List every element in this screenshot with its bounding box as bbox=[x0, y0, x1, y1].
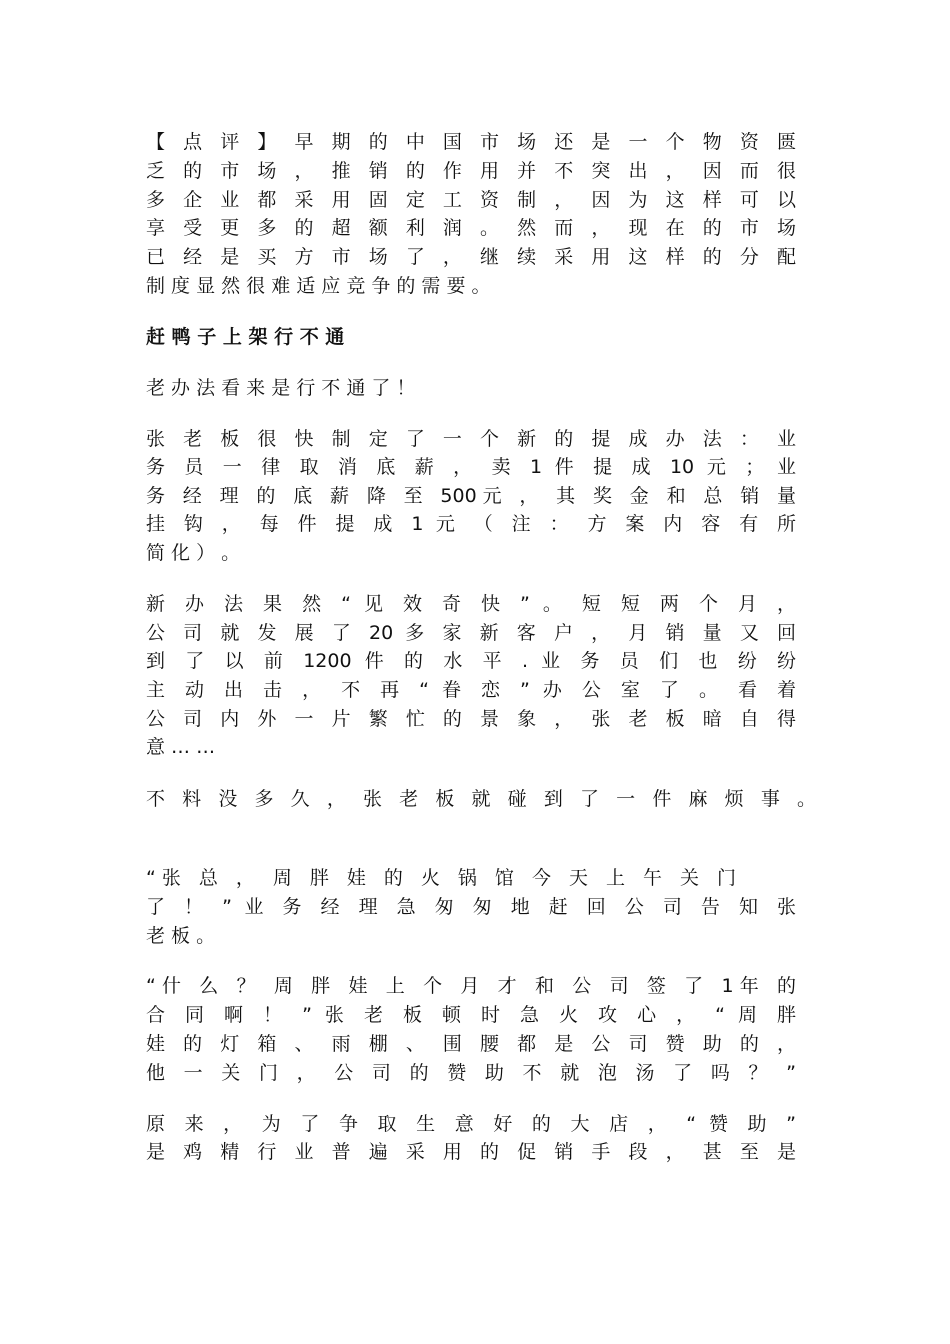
section-heading: 赶 鸭 子 上 架 行 不 通 bbox=[146, 326, 345, 348]
paragraph-3-line-2: 公 司 就 发 展 了 20 多 家 新 客 户 ， 月 销 量 又 回 bbox=[146, 622, 796, 644]
review-line-5: 已 经 是 买 方 市 场 了 ， 继 续 采 用 这 样 的 分 配 bbox=[146, 246, 796, 268]
paragraph-5-line-3: 老 板 。 bbox=[146, 925, 216, 947]
paragraph-5-line-2: 了 ！ ” 业 务 经 理 急 匆 匆 地 赶 回 公 司 告 知 张 bbox=[146, 896, 796, 918]
paragraph-7-line-1: 原 来 ， 为 了 争 取 生 意 好 的 大 店 ， “ 赞 助 ” bbox=[146, 1113, 796, 1135]
review-line-1: 【 点 评 】 早 期 的 中 国 市 场 还 是 一 个 物 资 匮 bbox=[146, 131, 796, 153]
paragraph-5-line-1: “张 总 ， 周 胖 娃 的 火 锅 馆 今 天 上 午 关 门 bbox=[146, 867, 737, 889]
paragraph-3-line-1: 新 办 法 果 然 “ 见 效 奇 快 ” 。 短 短 两 个 月 ， bbox=[146, 593, 796, 615]
paragraph-3-line-5: 公 司 内 外 一 片 繁 忙 的 景 象 ， 张 老 板 暗 自 得 bbox=[146, 708, 796, 730]
paragraph-1-line-1: 老 办 法 看 来 是 行 不 通 了 ！ bbox=[146, 377, 416, 399]
review-line-3: 多 企 业 都 采 用 固 定 工 资 制 ， 因 为 这 样 可 以 bbox=[146, 189, 796, 211]
review-line-2: 乏 的 市 场 ， 推 销 的 作 用 并 不 突 出 ， 因 而 很 bbox=[146, 160, 796, 182]
paragraph-2-line-3: 务 经 理 的 底 薪 降 至 500元 ， 其 奖 金 和 总 销 量 bbox=[146, 485, 796, 507]
paragraph-3-line-6: 意 … … bbox=[146, 736, 216, 758]
paragraph-3-line-3: 到 了 以 前 1200 件 的 水 平 . 业 务 员 们 也 纷 纷 bbox=[146, 650, 796, 672]
paragraph-2-line-4: 挂 钩 ， 每 件 提 成 1 元 （ 注 ： 方 案 内 容 有 所 bbox=[146, 513, 796, 535]
paragraph-3-line-4: 主 动 出 击 ， 不 再 “ 眷 恋 ” 办 公 室 了 。 看 着 bbox=[146, 679, 796, 701]
paragraph-2-line-2: 务 员 一 律 取 消 底 薪 ， 卖 1 件 提 成 10 元 ； 业 bbox=[146, 456, 796, 478]
paragraph-6-line-2: 合 同 啊 ！ ” 张 老 板 顿 时 急 火 攻 心 ， “ 周 胖 bbox=[146, 1004, 796, 1026]
review-line-6: 制 度 显 然 很 难 适 应 竞 争 的 需 要 。 bbox=[146, 275, 491, 297]
paragraph-2-line-1: 张 老 板 很 快 制 定 了 一 个 新 的 提 成 办 法 ： 业 bbox=[146, 428, 796, 450]
paragraph-6-line-4: 他 一 关 门 ， 公 司 的 赞 助 不 就 泡 汤 了 吗 ？ ” bbox=[146, 1062, 796, 1084]
paragraph-4-line-1: 不 料 没 多 久 ， 张 老 板 就 碰 到 了 一 件 麻 烦 事 。 bbox=[146, 788, 816, 810]
paragraph-7-line-2: 是 鸡 精 行 业 普 遍 采 用 的 促 销 手 段 ， 甚 至 是 bbox=[146, 1141, 796, 1163]
paragraph-2-line-5: 简 化 ） 。 bbox=[146, 542, 241, 564]
paragraph-6-line-1: “什 么 ？ 周 胖 娃 上 个 月 才 和 公 司 签 了 1年 的 bbox=[146, 975, 796, 997]
review-line-4: 享 受 更 多 的 超 额 利 润 。 然 而 ， 现 在 的 市 场 bbox=[146, 217, 796, 239]
paragraph-6-line-3: 娃 的 灯 箱 、 雨 棚 、 围 腰 都 是 公 司 赞 助 的 ， bbox=[146, 1033, 796, 1055]
